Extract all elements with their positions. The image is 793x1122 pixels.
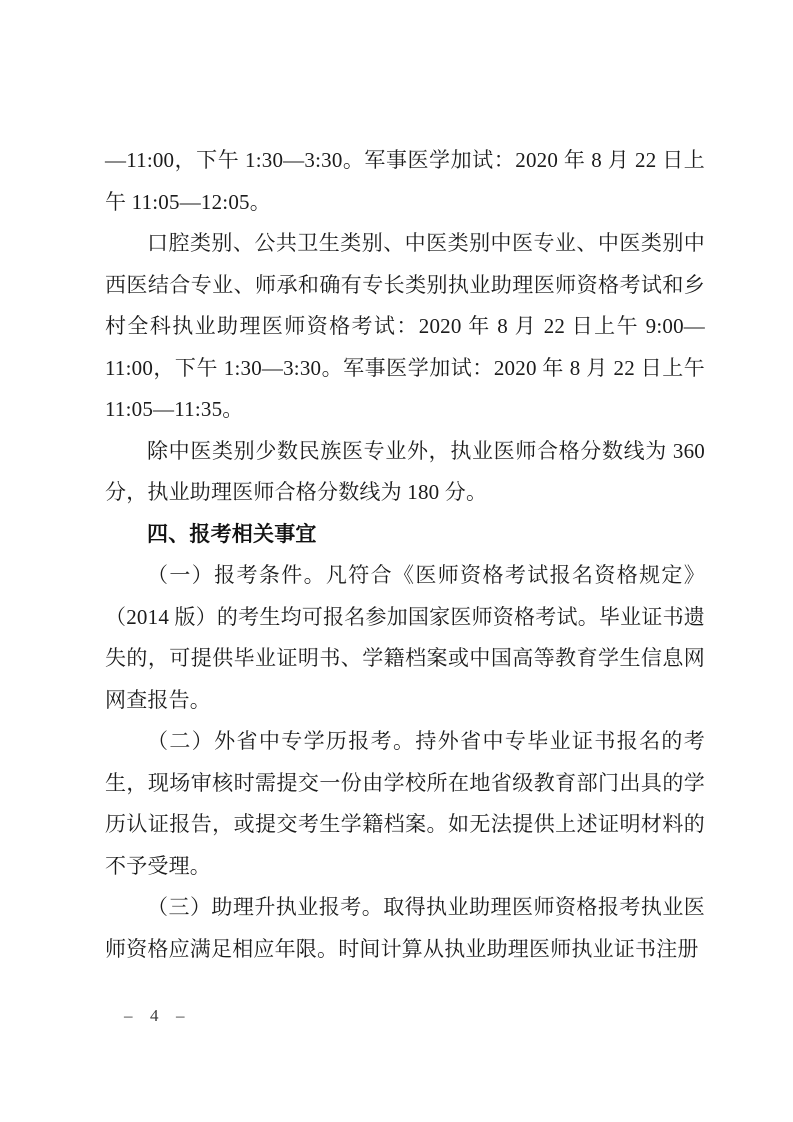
paragraph-assistant-exam-schedule: 口腔类别、公共卫生类别、中医类别中医专业、中医类别中西医结合专业、师承和确有专长类别执业助理医师资格考试和乡村全科执业助理医师资格考试：2020 年 8 月 22 日上午 9:00—11:00，下午 1:30—3:30。军事医学加试：2020 年 8 月 22 日上午 11:05—11:35。: [105, 231, 705, 421]
paragraph-exam-time-continuation: —11:00，下午 1:30—3:30。军事医学加试：2020 年 8 月 22 日上午 11:05—12:05。: [105, 148, 705, 214]
paragraph-assistant-to-licensed-upgrade: （三）助理升执业报考。取得执业助理医师资格报考执业医师资格应满足相应年限。时间计算从执业助理医师执业证书注册: [105, 895, 705, 961]
page-number: – 4 –: [124, 1006, 188, 1025]
paragraph-out-of-province-secondary-diploma: （二）外省中专学历报考。持外省中专毕业证书报名的考生，现场审核时需提交一份由学校所在地省级教育部门出具的学历认证报告，或提交考生学籍档案。如无法提供上述证明材料的不予受理。: [105, 729, 705, 878]
document-text-block: [105, 140, 705, 970]
paragraph-passing-score-lines: 除中医类别少数民族医专业外，执业医师合格分数线为 360 分，执业助理医师合格分数线为 180 分。: [105, 438, 705, 504]
section-heading-application-matters: 四、报考相关事宜: [147, 522, 317, 546]
paragraph-application-conditions: （一）报考条件。凡符合《医师资格考试报名资格规定》（2014 版）的考生均可报名参加国家医师资格考试。毕业证书遗失的，可提供毕业证明书、学籍档案或中国高等教育学生信息网网查报告。: [105, 563, 705, 712]
